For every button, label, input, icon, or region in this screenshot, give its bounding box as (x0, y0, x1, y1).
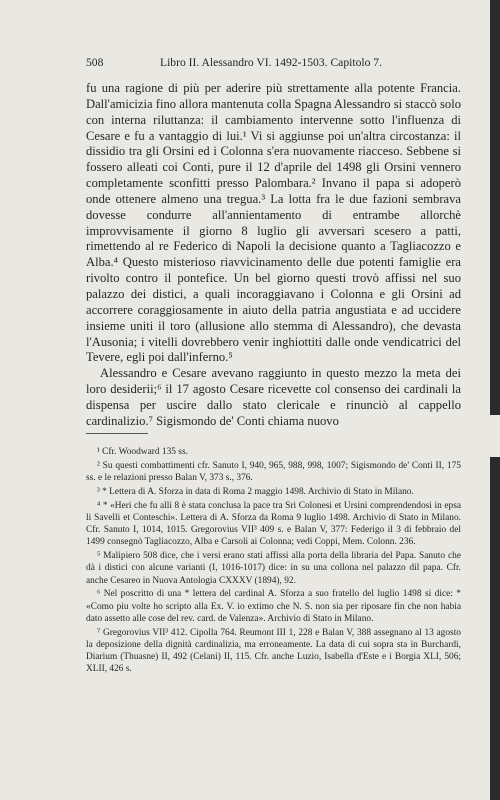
footnote-separator (86, 433, 148, 434)
footnote: ² Su questi combattimenti cfr. Sanuto I, 940, 965, 988, 998, 1007; Sigismondo de' Conti II, 175 ss. e le relazioni presso Balan V, 373 s., 376. (86, 460, 461, 484)
main-text (86, 81, 461, 430)
page-edge-strip (487, 415, 500, 457)
footnote: ⁶ Nel poscritto di una * lettera del cardinal A. Sforza a suo fratello del luglio 1498 si dice: * «Como piu volte ho scripto alla Ex. V. io extimo che N. S. non sia per riposare fin che non habia dato assetto alle cose del rev. card. de Valenza». Archivio di Stato in Milano. (86, 589, 461, 624)
footnotes (86, 446, 461, 677)
page-number: 508 (86, 56, 104, 69)
running-title: Libro II. Alessandro VI. 1492-1503. Capitolo 7. (160, 56, 382, 69)
page-header (86, 55, 460, 71)
footnote: ¹ Cfr. Woodward 135 ss. (97, 447, 188, 457)
body-paragraph: fu una ragione di più per aderire più strettamente alla potente Francia. Dall'amicizia fino allora mantenuta colla Spagna Alessandro si staccò solo con interna riluttanza: il cambiamento intervenne sotto l'influenza di Cesare e fu a vantaggio di lui.¹ Vi si aggiunse poi un'altra circostanza: il dissidio tra gli Orsini ed i Colonna s'era nuovamente riacceso. Sebbene si fossero alleati coi Conti, pure il 12 d'aprile del 1498 gli Orsini vennero completamente sconfitti presso Palombara.² Invano il papa si adoperò onde ottenere almeno una tregua.³ La lotta fra le due fazioni sembrava dovesse condurre all'annientamento di entrambe allorchè improvvisamente il giorno 8 luglio gli avversari scesero a patti, rimettendo al re Federico di Napoli la decisione quanto a Tagliacozzo e Alba.⁴ Questo misterioso riavvicinamento delle due potenti famiglie era rivolto contro il pontefice. Un bel giorno questi trovò affissi nel suo palazzo dei distici, a quali incoraggiavano i Colonna e gli Orsini ad accorrere coraggiosamente in aiuto della patria angustiata e ad uccidere insieme uniti il toro (allusione allo stemma di Alessandro), che devasta l'Ausonia; i vitelli dovrebbero venir inghiottiti dalle onde vendicatrici del Tevere, egli poi dall'inferno.⁵ (86, 81, 461, 365)
page-edge-shadow (490, 0, 500, 800)
body-paragraph: Alessandro e Cesare avevano raggiunto in questo mezzo la meta dei loro desiderii;⁶ il 17 agosto Cesare ricevette col consenso dei cardinali la dispensa per uscire dallo stato clericale e rinunciò al cappello cardinalizio.⁷ Sigismondo de' Conti chiama nuovo (86, 366, 461, 428)
footnote: ³ * Lettera di A. Sforza in data di Roma 2 maggio 1498. Archivio di Stato in Milano. (97, 487, 414, 498)
footnote: ⁴ * «Heri che fu alli 8 è stata conclusa la pace tra Sri Colonesi et Ursini comprendendosi in epsa li Savelli et Conteschi». Lettera di A. Sforza da Roma 9 luglio 1498. Archivio di Stato in Milano. Cfr. Sanuto I, 1014, 1015. Gregorovius VII³ 409 s. e Balan V, 377: Federigo il 3 di febbraio del 1499 consegnò Tagliacozzo, Alba e Carsoli ai Colonna; vedi Coppi, Mem. Colonn. 236. (86, 501, 461, 548)
footnote: ⁵ Malipiero 508 dice, che i versi erano stati affissi alla porta della libraria del Papa. Sanuto che dà i distici con alcune varianti (I, 1016-1017) dice: in su una collona nel palazzo dil papa. Cfr. anche Cesareo in Nuova Antologia CXXXV (1894), 92. (86, 551, 461, 586)
footnote: ⁷ Gregorovius VII³ 412. Cipolla 764. Reumont III 1, 228 e Balan V, 388 assegnano al 13 agosto la deposizione della dignità cardinalizia, ma erroneamente. La data di cui sopra sta in Burchardi, Diarium (Thuasne) II, 492 (Celani) II, 115. Cfr. anche Luzio, Isabella d'Este e i Borgia XLI, 506; XLII, 426 s. (86, 627, 461, 674)
